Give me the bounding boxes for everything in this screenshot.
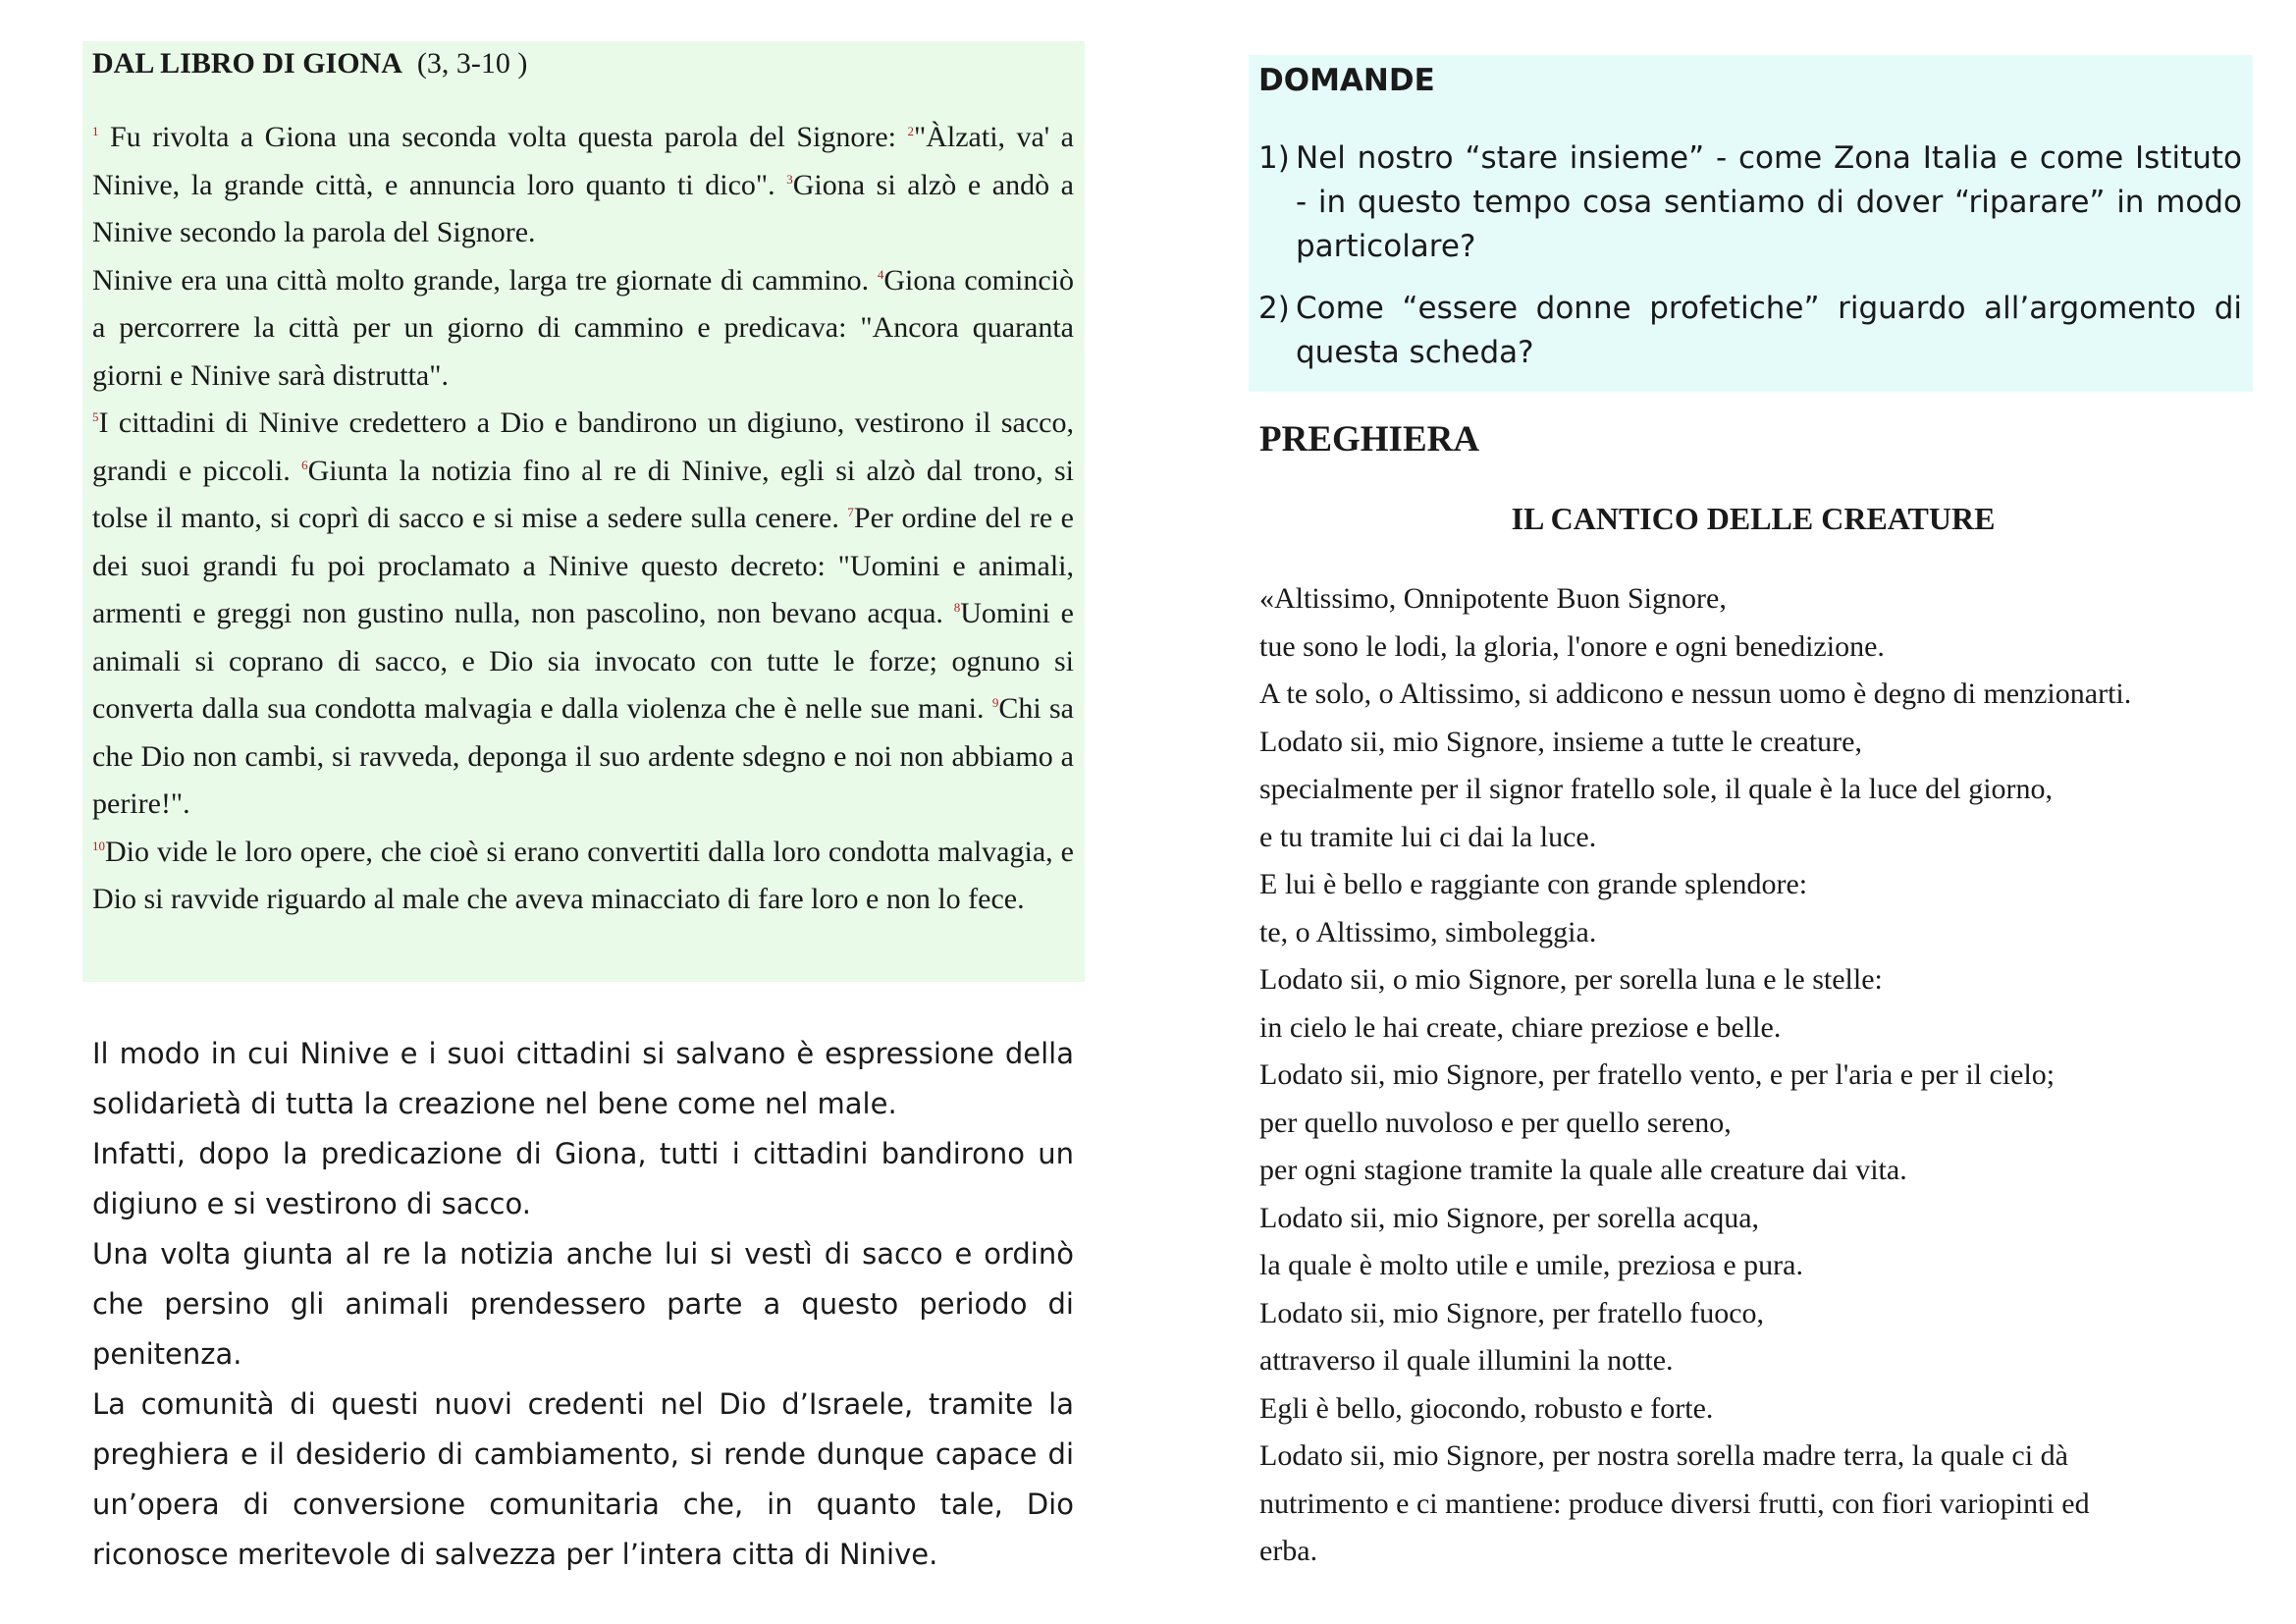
canticle-line: Lodato sii, o mio Signore, per sorella luna e le stelle:: [1259, 963, 1883, 996]
verse-number: 7: [847, 505, 854, 519]
verse-text: "Àlzati, va' a Ninive, la grande città, e annuncia loro quanto ti dico".: [92, 121, 1074, 201]
questions-title: DOMANDE: [1258, 63, 1435, 98]
verse-text: Uomini e animali si coprano di sacco, e Dio sia invocato con tutte le forze; ognuno si converta dalla sua condotta malvagia e dalla violenza che è nelle sue mani.: [92, 597, 1074, 725]
verse-number: 4: [877, 266, 884, 282]
verse-text: Fu rivolta a Giona una seconda volta questa parola del Signore:: [98, 121, 908, 153]
reading-reference: (3, 3-10 ): [416, 47, 528, 80]
canticle-line: attraverso il quale illumini la notte.: [1259, 1344, 1674, 1377]
verse-number: 8: [953, 600, 961, 615]
question-number: 2): [1258, 291, 1290, 326]
verse-text: Chi sa che Dio non cambi, si ravveda, deponga il suo ardente sdegno e noi non abbiamo a perire!".: [92, 692, 1074, 820]
questions-box: [1249, 55, 2253, 392]
commentary-paragraph: Una volta giunta al re la notizia anche lui si vestì di sacco e ordinò che persino gli animali prendessero parte a questo periodo di penitenza.: [92, 1237, 1074, 1371]
verse-number: 3: [786, 171, 793, 187]
commentary: [92, 1029, 1074, 1580]
canticle-line: nutrimento e ci mantiene: produce diversi frutti, con fiori variopinti ed: [1259, 1487, 2090, 1520]
verse-number: 6: [301, 457, 308, 472]
canticle-line: te, o Altissimo, simboleggia.: [1259, 915, 1597, 948]
reading-title: [92, 47, 527, 81]
commentary-paragraph: Infatti, dopo la predicazione di Giona, tutti i cittadini bandirono un digiuno e si vestirono di sacco.: [92, 1137, 1074, 1220]
verse-number: 9: [991, 695, 999, 710]
canticle-line: Lodato sii, mio Signore, per nostra sorella madre terra, la quale ci dà: [1259, 1439, 2068, 1472]
canticle-line: Lodato sii, mio Signore, per fratello fuoco,: [1259, 1296, 1765, 1329]
reading-text: [92, 114, 1074, 924]
verse-text: Giona si alzò e andò a Ninive secondo la parola del Signore.: [92, 168, 1074, 248]
verse-text: Giona cominciò a percorrere la città per un giorno di cammino e predicava: "Ancora quaranta giorni e Ninive sarà distrutta".: [92, 263, 1074, 392]
reading-title-text: DAL LIBRO DI GIONA: [92, 47, 402, 80]
question-number: 1): [1258, 140, 1290, 176]
prayer-heading: PREGHIERA: [1259, 419, 1480, 460]
canticle-line: tue sono le lodi, la gloria, l'onore e ogni benedizione.: [1259, 629, 1885, 663]
verse-text: Per ordine del re e dei suoi grandi fu poi proclamato a Ninive questo decreto: "Uomini e animali, armenti e greggi non gustino nulla, non pascolino, non bevano acqua.: [92, 502, 1074, 629]
canticle-line: Lodato sii, mio Signore, insieme a tutte le creature,: [1259, 725, 1862, 758]
canticle-line: specialmente per il signor fratello sole, il quale è la luce del giorno,: [1259, 773, 2054, 805]
canticle-line: A te solo, o Altissimo, si addicono e nessun uomo è degno di menzionarti.: [1259, 677, 2132, 710]
canticle-line: e tu tramite lui ci dai la luce.: [1259, 820, 1597, 853]
canticle-line: per quello nuvoloso e per quello sereno,: [1259, 1106, 1732, 1139]
question-text: Come “essere donne profetiche” riguardo all’argomento di questa scheda?: [1296, 291, 2242, 370]
commentary-paragraph: Il modo in cui Ninive e i suoi cittadini si salvano è espressione della solidarietà di tutta la creazione nel bene come nel male.: [92, 1037, 1074, 1120]
verse-text: I cittadini di Ninive credettero a Dio e bandirono un digiuno, vestirono il sacco, grandi e piccoli.: [92, 406, 1074, 487]
verse-number: 2: [907, 124, 914, 138]
question-item: [1258, 287, 2242, 375]
verse-text: Ninive era una città molto grande, larga tre giornate di cammino.: [92, 263, 878, 297]
verse-number: 10: [92, 838, 105, 853]
canticle-line: Egli è bello, giocondo, robusto e forte.: [1259, 1391, 1714, 1425]
verse-text: Giunta la notizia fino al re di Ninive, egli si alzò dal trono, si tolse il manto, si coprì di sacco e si mise a sedere sulla cenere.: [92, 454, 1074, 534]
canticle-line: Lodato sii, mio Signore, per sorella acqua,: [1259, 1201, 1760, 1234]
canticle-line: Lodato sii, mio Signore, per fratello vento, e per l'aria e per il cielo;: [1259, 1058, 2056, 1091]
canticle-line: erba.: [1259, 1535, 1318, 1567]
canticle-title: IL CANTICO DELLE CREATURE: [1511, 501, 1996, 536]
canticle-line: «Altissimo, Onnipotente Buon Signore,: [1259, 582, 1727, 615]
canticle-line: E lui è bello e raggiante con grande splendore:: [1259, 868, 1808, 900]
verse-number: 5: [92, 409, 99, 424]
canticle-line: la quale è molto utile e umile, preziosa e pura.: [1259, 1249, 1803, 1281]
verse-number: 1: [92, 124, 99, 138]
question-text: Nel nostro “stare insieme” - come Zona Italia e come Istituto - in questo tempo cosa sentiamo di dover “riparare” in modo particolare?: [1296, 140, 2242, 264]
canticle-line: in cielo le hai create, chiare preziose e belle.: [1259, 1010, 1782, 1044]
verse-text: Dio vide le loro opere, che cioè si erano convertiti dalla loro condotta malvagia, e Dio si ravvide riguardo al male che aveva minacciato di fare loro e non lo fece.: [92, 835, 1074, 915]
canticle-line: per ogni stagione tramite la quale alle creature dai vita.: [1259, 1154, 1907, 1186]
reading-box: [82, 41, 1085, 982]
question-item: [1258, 136, 2242, 269]
commentary-paragraph: La comunità di questi nuovi credenti nel Dio d’Israele, tramite la preghiera e il desiderio di cambiamento, si rende dunque capace di un’opera di conversione comunitaria che, in quanto tale, Dio riconosce meritevole di salvezza per l’intera citta di Ninive.: [92, 1387, 1074, 1571]
canticle-lines: [1259, 575, 2251, 1567]
